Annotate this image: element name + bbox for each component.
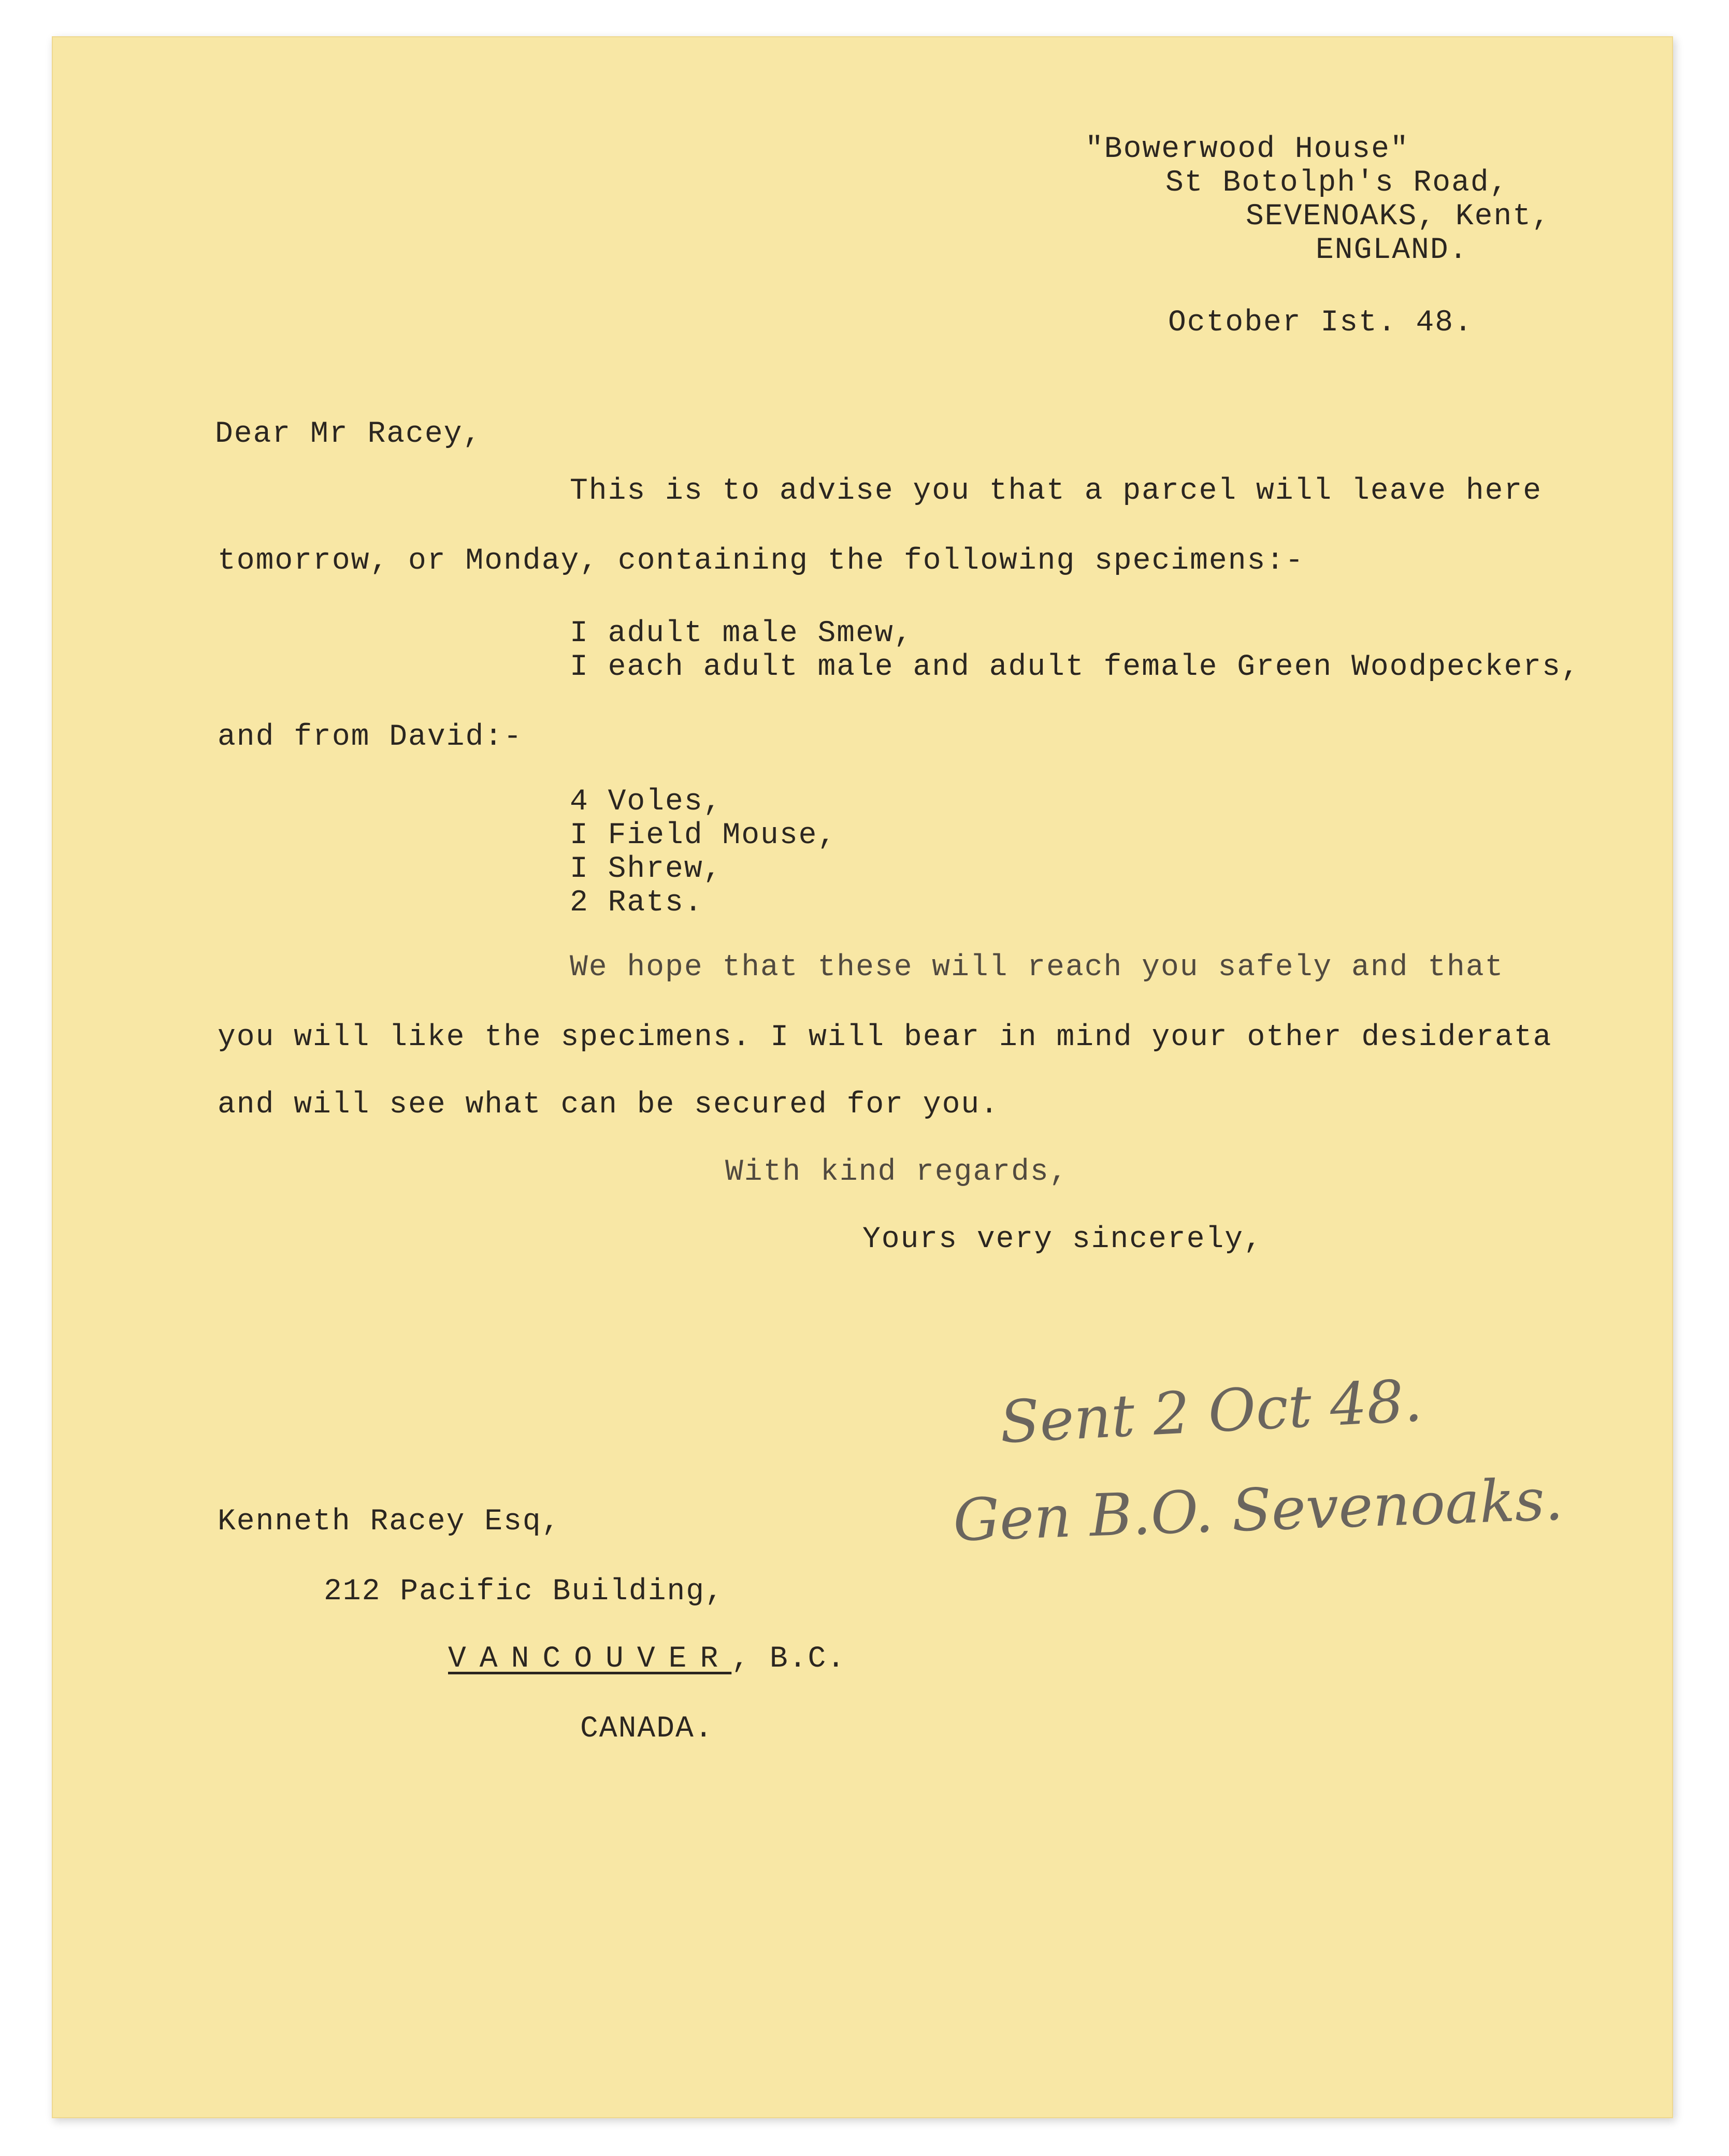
specimen-list-item: I Shrew,	[570, 852, 723, 886]
letter-date: October Ist. 48.	[1168, 306, 1473, 340]
from-david-line: and from David:-	[218, 720, 523, 754]
letterhead-town: SEVENOAKS, Kent,	[1246, 200, 1551, 234]
paragraph-2-line-3: and will see what can be secured for you.	[218, 1088, 1000, 1122]
paragraph-1-line-2: tomorrow, or Monday, containing the following specimens:-	[218, 544, 1304, 578]
specimen-list-item: I Field Mouse,	[570, 819, 837, 852]
recipient-province: , B.C.	[731, 1642, 846, 1676]
paragraph-2-line-1: We hope that these will reach you safely and that	[570, 951, 1504, 985]
recipient-name: Kenneth Racey Esq,	[218, 1505, 561, 1539]
specimen-list-item: I each adult male and adult female Green Woodpeckers,	[570, 650, 1580, 684]
specimen-list-item: 2 Rats.	[570, 886, 703, 920]
handwritten-sent-note: Sent 2 Oct 48.	[998, 1367, 1424, 1457]
paragraph-1-line-1: This is to advise you that a parcel will leave here	[570, 474, 1543, 508]
recipient-country: CANADA.	[580, 1712, 714, 1746]
closing-sign-off: Yours very sincerely,	[862, 1223, 1263, 1256]
closing-regards: With kind regards,	[725, 1155, 1069, 1189]
paragraph-2-line-2: you will like the specimens. I will bear in mind your other desiderata	[218, 1021, 1552, 1054]
letter-sheet	[52, 36, 1673, 2118]
salutation: Dear Mr Racey,	[215, 417, 482, 451]
recipient-building: 212 Pacific Building,	[324, 1575, 724, 1609]
letterhead-road: St Botolph's Road,	[1165, 166, 1509, 200]
specimen-list-item: 4 Voles,	[570, 785, 723, 819]
recipient-city: VANCOUVER	[448, 1642, 732, 1676]
handwritten-address-note: Gen B.O. Sevenoaks.	[952, 1466, 1564, 1555]
specimen-list-item: I adult male Smew,	[570, 617, 913, 650]
letterhead-house: "Bowerwood House"	[1085, 133, 1409, 166]
recipient-city-line	[448, 1644, 846, 1674]
letterhead-country: ENGLAND.	[1316, 234, 1468, 267]
